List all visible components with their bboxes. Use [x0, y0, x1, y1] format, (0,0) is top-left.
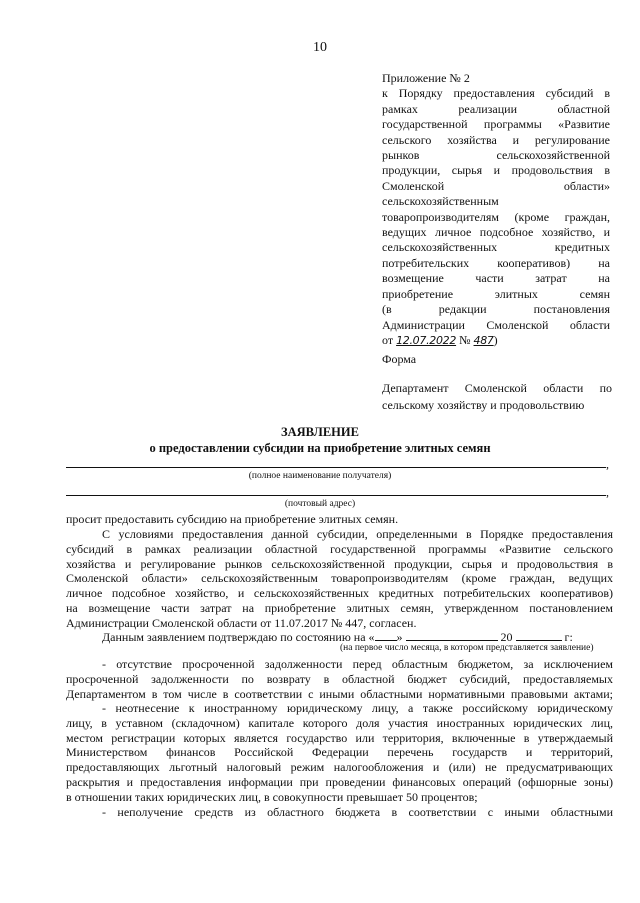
terms-line: Смоленской области» сельскохозяйственным товаропроизводителям (кроме граждан, ведущих — [66, 571, 613, 586]
document-title — [0, 424, 640, 456]
appendix-line: товаропроизводителям (кроме граждан, — [382, 209, 610, 224]
item-1-line: просроченной задолженности по возврату в областной бюджет субсидий, предоставляемых — [66, 671, 613, 686]
closing-paren: ) — [493, 332, 498, 347]
confirm-prefix: Данным заявлением подтверждаю по состоянию на « — [102, 630, 375, 644]
appendix-line: рынков сельскохозяйственной — [382, 148, 610, 163]
appendix-line: сельскохозяйственным — [382, 194, 499, 209]
confirm-date-note: (на первое число месяца, в котором представляется заявление) — [340, 643, 594, 653]
item-3-paragraph — [66, 805, 613, 820]
recipient-name-caption: (полное наименование получателя) — [248, 471, 392, 481]
appendix-line: возмещение части затрат на — [382, 271, 610, 286]
appendix-line: Администрации Смоленской области — [382, 317, 610, 332]
appendix-line: рамках реализации областной — [382, 101, 610, 116]
item-2-line: местом регистрации которых является государство или территория, включенные в утверждаемый — [66, 730, 613, 745]
item-2-line: раскрытия и предоставления информации при проведении финансовых операций (офшорные зоны) — [66, 774, 613, 789]
appendix-block — [382, 71, 610, 348]
item-1-paragraph — [66, 657, 613, 701]
handwritten-date: 12.07.2022 — [396, 333, 457, 347]
item-2-line: предоставляющих льготный налоговый режим налогообложения и (или) не предусматривающих — [66, 760, 613, 775]
item-2-line: лицу, в уставном (складочном) капитале которого доля участия иностранных юридических лиц, — [66, 715, 613, 730]
appendix-line: к Порядку предоставления субсидий в — [382, 86, 610, 101]
terms-line: Администрации Смоленской области от 11.07.2017 № 447, согласен. — [66, 615, 417, 630]
month-field[interactable] — [406, 629, 498, 641]
item-2-line: - неотнесение к иностранному юридическому лицу, а также российскому юридическому — [102, 701, 613, 715]
field-comma: , — [606, 457, 609, 471]
department-line-1: Департамент Смоленской области по — [382, 381, 612, 395]
terms-line: С условиями предоставления данной субсидии, определенными в Порядке предоставления — [102, 527, 613, 541]
terms-paragraph — [66, 527, 613, 631]
appendix-line: приобретение элитных семян — [382, 286, 610, 301]
appendix-title: Приложение № 2 — [382, 71, 470, 85]
item-3-line: - неполучение средств из областного бюджета в соответствии с иными областными — [102, 805, 613, 819]
terms-line: хозяйства и регулирование рынков сельскохозяйственной продукции, сырья и продовольствия в — [66, 556, 613, 571]
item-2-line: Министерством финансов Российской Федерации перечень государств и территорий, — [66, 745, 613, 760]
confirm-quote-close: » — [396, 630, 403, 644]
request-text: просит предоставить субсидию на приобретение элитных семян. — [66, 512, 399, 526]
appendix-line: Смоленской области» — [382, 178, 610, 193]
request-paragraph — [66, 512, 613, 527]
item-1-line: - отсутствие просроченной задолженности перед областным бюджетом, за исключением — [102, 657, 613, 671]
addressee-department — [382, 380, 612, 414]
appendix-line: продукции, сырья и продовольствия в — [382, 163, 610, 178]
form-label: Форма — [382, 352, 417, 366]
item-1-line: Департаментом в том числе в соответствии с иными областными нормативными правовыми актами; — [66, 686, 613, 701]
handwritten-number: 487 — [473, 333, 494, 347]
confirm-suffix: г: — [564, 630, 573, 644]
number-sign: № — [459, 332, 471, 347]
day-field[interactable] — [375, 629, 397, 641]
appendix-date-line — [382, 333, 610, 348]
appendix-line: (в редакции постановления — [382, 302, 610, 317]
postal-address-caption: (почтовый адрес) — [284, 499, 356, 509]
year-prefix: 20 — [500, 630, 513, 644]
appendix-line: государственной программы «Развитие — [382, 117, 610, 132]
department-line-2: сельскому хозяйству и продовольствию — [382, 398, 585, 412]
postal-address-field[interactable] — [66, 495, 606, 496]
title-subtitle: о предоставлении субсидии на приобретение элитных семян — [149, 441, 491, 455]
year-field[interactable] — [516, 629, 562, 641]
appendix-line: сельскохозяйственных кредитных — [382, 240, 610, 255]
item-2-paragraph — [66, 701, 613, 805]
terms-line: на возмещение части затрат на приобретение элитных семян, утвержденном постановлением — [66, 600, 613, 615]
terms-line: субсидий в рамках реализации областной государственной программы «Развитие сельского — [66, 541, 613, 556]
appendix-line: ведущих личное подсобное хозяйство, и — [382, 225, 610, 240]
field-comma: , — [606, 485, 609, 499]
from-prefix: от — [382, 332, 394, 347]
item-2-line: в отношении таких юридических лиц, в совокупности превышает 50 процентов; — [66, 789, 478, 804]
appendix-line: потребительских кооперативов) на — [382, 255, 610, 270]
terms-line: личное подсобное хозяйство, и сельскохозяйственных кредитных потребительских кооперативов) — [66, 586, 613, 601]
recipient-name-field[interactable] — [66, 467, 606, 468]
appendix-line: сельского хозяйства и регулирование — [382, 132, 610, 147]
title-main: ЗАЯВЛЕНИЕ — [281, 425, 359, 439]
page-number: 10 — [313, 40, 327, 55]
